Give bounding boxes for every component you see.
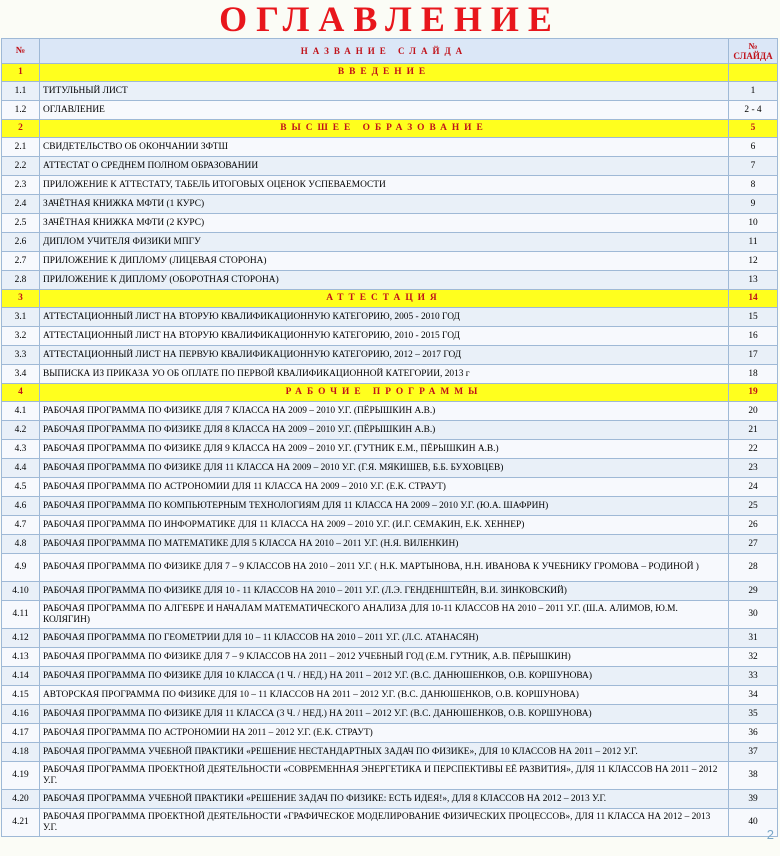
row-slide-number: 36 [729,724,778,743]
row-slide-number: 30 [729,601,778,629]
row-slide-number: 20 [729,402,778,421]
table-row [2,809,778,837]
row-slide-number: 29 [729,582,778,601]
row-title: ПРИЛОЖЕНИЕ К АТТЕСТАТУ, ТАБЕЛЬ ИТОГОВЫХ ОЦЕНОК УСПЕВАЕМОСТИ [40,176,729,195]
table-row [2,138,778,157]
row-number: 4.8 [2,535,40,554]
header-page: № СЛАЙДА [729,39,778,64]
table-row [2,176,778,195]
row-slide-number: 6 [729,138,778,157]
table-row [2,743,778,762]
row-slide-number: 25 [729,497,778,516]
contents-table [1,38,778,837]
row-number: 2.8 [2,271,40,290]
row-number: 4.21 [2,809,40,837]
row-number: 4.15 [2,686,40,705]
row-number: 3.2 [2,327,40,346]
table-row [2,252,778,271]
row-title: РАБОЧАЯ ПРОГРАММА ПО ФИЗИКЕ ДЛЯ 11 КЛАССА (3 Ч. / НЕД.) НА 2011 – 2012 У.Г. (В.С. ДАНЮШЕНКОВ, О.В. КОРШУНОВА) [40,705,729,724]
row-title: СВИДЕТЕЛЬСТВО ОБ ОКОНЧАНИИ ЗФТШ [40,138,729,157]
row-title: РАБОЧАЯ ПРОГРАММА ПРОЕКТНОЙ ДЕЯТЕЛЬНОСТИ «ГРАФИЧЕСКОЕ МОДЕЛИРОВАНИЕ ФИЗИЧЕСКИХ ПРОЦЕССОВ», ДЛЯ 11 КЛАССА НА 2012 – 2013 У.Г. [40,809,729,837]
row-number: 2.5 [2,214,40,233]
row-title: РАБОЧАЯ ПРОГРАММА ПО ГЕОМЕТРИИ ДЛЯ 10 – 11 КЛАССОВ НА 2010 – 2011 У.Г. (Л.С. АТАНАСЯН) [40,629,729,648]
row-slide-number: 22 [729,440,778,459]
table-row [2,82,778,101]
row-title: АТТЕСТАТ О СРЕДНЕМ ПОЛНОМ ОБРАЗОВАНИИ [40,157,729,176]
row-title: РАБОЧАЯ ПРОГРАММА ПО ФИЗИКЕ ДЛЯ 7 – 9 КЛАССОВ НА 2010 – 2011 У.Г. ( Н.К. МАРТЫНОВА, Н.Н. ИВАНОВА К УЧЕБНИКУ ГРОМОВА – РОДИНОЙ ) [40,554,729,582]
row-slide-number: 9 [729,195,778,214]
row-slide-number: 33 [729,667,778,686]
table-row [2,157,778,176]
table-row [2,762,778,790]
row-number: 3.3 [2,346,40,365]
table-row [2,601,778,629]
row-number: 3.4 [2,365,40,384]
table-row [2,346,778,365]
row-title: РАБОЧАЯ ПРОГРАММА ПО АСТРОНОМИИ ДЛЯ 11 КЛАССА НА 2009 – 2010 У.Г. (Е.К. СТРАУТ) [40,478,729,497]
table-header [2,39,778,64]
row-title: РАБОЧАЯ ПРОГРАММА ПО ИНФОРМАТИКЕ ДЛЯ 11 КЛАССА НА 2009 – 2010 У.Г. (И.Г. СЕМАКИН, Е.К. ХЕННЕР) [40,516,729,535]
section-row [2,384,778,402]
row-slide-number: 40 [729,809,778,837]
table-row [2,101,778,120]
row-title: ВЫПИСКА ИЗ ПРИКАЗА УО ОБ ОПЛАТЕ ПО ПЕРВОЙ КВАЛИФИКАЦИОННОЙ КАТЕГОРИИ, 2013 г [40,365,729,384]
row-slide-number: 5 [729,120,778,138]
row-slide-number: 37 [729,743,778,762]
row-title: АТТЕСТАЦИОННЫЙ ЛИСТ НА ВТОРУЮ КВАЛИФИКАЦИОННУЮ КАТЕГОРИЮ, 2005 - 2010 ГОД [40,308,729,327]
table-row [2,233,778,252]
table-row [2,497,778,516]
slide-number: 2 [766,827,774,842]
row-number: 4.11 [2,601,40,629]
row-title: РАБОЧАЯ ПРОГРАММА ПО МАТЕМАТИКЕ ДЛЯ 5 КЛАССА НА 2010 – 2011 У.Г. (Н.Я. ВИЛЕНКИН) [40,535,729,554]
table-row [2,629,778,648]
row-title: ПРИЛОЖЕНИЕ К ДИПЛОМУ (ОБОРОТНАЯ СТОРОНА) [40,271,729,290]
row-slide-number: 1 [729,82,778,101]
row-slide-number [729,64,778,82]
row-slide-number: 26 [729,516,778,535]
header-num: № [2,39,40,64]
row-number: 3.1 [2,308,40,327]
table-row [2,440,778,459]
row-number: 4.6 [2,497,40,516]
row-number: 2 [2,120,40,138]
row-slide-number: 31 [729,629,778,648]
table-row [2,402,778,421]
row-slide-number: 39 [729,790,778,809]
row-slide-number: 10 [729,214,778,233]
row-number: 2.7 [2,252,40,271]
table-row [2,516,778,535]
section-row [2,120,778,138]
row-number: 1.2 [2,101,40,120]
row-slide-number: 27 [729,535,778,554]
row-title: АТТЕСТАЦИЯ [40,290,729,308]
row-number: 2.1 [2,138,40,157]
row-title: РАБОЧАЯ ПРОГРАММА ПО ФИЗИКЕ ДЛЯ 7 – 9 КЛАССОВ НА 2011 – 2012 УЧЕБНЫЙ ГОД (Е.М. ГУТНИК, А.В. ПЁРЫШКИН) [40,648,729,667]
row-title: РАБОЧАЯ ПРОГРАММА ПРОЕКТНОЙ ДЕЯТЕЛЬНОСТИ «СОВРЕМЕННАЯ ЭНЕРГЕТИКА И ПЕРСПЕКТИВЫ ЕЁ РАЗВИТИЯ», ДЛЯ 11 КЛАССОВ НА 2011 – 2012 У.Г. [40,762,729,790]
table-row [2,554,778,582]
row-slide-number: 15 [729,308,778,327]
table-row [2,790,778,809]
row-slide-number: 19 [729,384,778,402]
table-row [2,724,778,743]
row-title: ОГЛАВЛЕНИЕ [40,101,729,120]
row-title: РАБОЧАЯ ПРОГРАММА ПО ФИЗИКЕ ДЛЯ 10 КЛАССА (1 Ч. / НЕД.) НА 2011 – 2012 У.Г. (В.С. ДАНЮШЕНКОВ, О.В. КОРШУНОВА) [40,667,729,686]
row-slide-number: 23 [729,459,778,478]
row-slide-number: 21 [729,421,778,440]
row-slide-number: 12 [729,252,778,271]
row-slide-number: 13 [729,271,778,290]
row-title: РАБОЧАЯ ПРОГРАММА ПО КОМПЬЮТЕРНЫМ ТЕХНОЛОГИЯМ ДЛЯ 11 КЛАССА НА 2009 – 2010 У.Г. (Ю.А. ШАФРИН) [40,497,729,516]
table-row [2,705,778,724]
row-slide-number: 17 [729,346,778,365]
row-number: 1.1 [2,82,40,101]
row-number: 4.9 [2,554,40,582]
row-title: ТИТУЛЬНЫЙ ЛИСТ [40,82,729,101]
row-title: ВЫСШЕЕ ОБРАЗОВАНИЕ [40,120,729,138]
row-title: РАБОЧАЯ ПРОГРАММА ПО ФИЗИКЕ ДЛЯ 7 КЛАССА НА 2009 – 2010 У.Г. (ПЁРЫШКИН А.В.) [40,402,729,421]
row-number: 4.12 [2,629,40,648]
row-title: АТТЕСТАЦИОННЫЙ ЛИСТ НА ВТОРУЮ КВАЛИФИКАЦИОННУЮ КАТЕГОРИЮ, 2010 - 2015 ГОД [40,327,729,346]
row-title: ДИПЛОМ УЧИТЕЛЯ ФИЗИКИ МПГУ [40,233,729,252]
row-number: 2.4 [2,195,40,214]
table-row [2,478,778,497]
row-slide-number: 28 [729,554,778,582]
section-row [2,290,778,308]
row-slide-number: 11 [729,233,778,252]
row-number: 1 [2,64,40,82]
section-row [2,64,778,82]
row-title: ЗАЧЁТНАЯ КНИЖКА МФТИ (2 КУРС) [40,214,729,233]
row-title: РАБОЧАЯ ПРОГРАММА ПО ФИЗИКЕ ДЛЯ 8 КЛАССА НА 2009 – 2010 У.Г. (ПЁРЫШКИН А.В.) [40,421,729,440]
row-number: 2.2 [2,157,40,176]
row-slide-number: 18 [729,365,778,384]
row-title: РАБОЧАЯ ПРОГРАММА УЧЕБНОЙ ПРАКТИКИ «РЕШЕНИЕ ЗАДАЧ ПО ФИЗИКЕ: ЕСТЬ ИДЕЯ!», ДЛЯ 8 КЛАССОВ НА 2012 – 2013 У.Г. [40,790,729,809]
row-number: 2.3 [2,176,40,195]
row-title: ЗАЧЁТНАЯ КНИЖКА МФТИ (1 КУРС) [40,195,729,214]
row-number: 4.19 [2,762,40,790]
row-title: АВТОРСКАЯ ПРОГРАММА ПО ФИЗИКЕ ДЛЯ 10 – 11 КЛАССОВ НА 2011 – 2012 У.Г. (В.С. ДАНЮШЕНКОВ, О.В. КОРШУНОВА) [40,686,729,705]
row-number: 4.16 [2,705,40,724]
table-row [2,214,778,233]
row-title: РАБОЧАЯ ПРОГРАММА ПО АЛГЕБРЕ И НАЧАЛАМ МАТЕМАТИЧЕСКОГО АНАЛИЗА ДЛЯ 10-11 КЛАССОВ НА 2010 – 2011 У.Г. (Ш.А. АЛИМОВ, Ю.М. КОЛЯГИН) [40,601,729,629]
row-title: ПРИЛОЖЕНИЕ К ДИПЛОМУ (ЛИЦЕВАЯ СТОРОНА) [40,252,729,271]
row-title: РАБОЧАЯ ПРОГРАММА УЧЕБНОЙ ПРАКТИКИ «РЕШЕНИЕ НЕСТАНДАРТНЫХ ЗАДАЧ ПО ФИЗИКЕ», ДЛЯ 10 КЛАССОВ НА 2011 – 2012 У.Г. [40,743,729,762]
row-number: 3 [2,290,40,308]
table-row [2,195,778,214]
row-number: 2.6 [2,233,40,252]
table-row [2,271,778,290]
row-number: 4.7 [2,516,40,535]
row-number: 4.5 [2,478,40,497]
row-title: РАБОЧИЕ ПРОГРАММЫ [40,384,729,402]
table-row [2,582,778,601]
row-title: ВВЕДЕНИЕ [40,64,729,82]
row-number: 4.20 [2,790,40,809]
row-slide-number: 16 [729,327,778,346]
table-row [2,535,778,554]
row-number: 4.13 [2,648,40,667]
row-number: 4.2 [2,421,40,440]
table-row [2,686,778,705]
row-slide-number: 2 - 4 [729,101,778,120]
table-row [2,365,778,384]
table-row [2,327,778,346]
row-number: 4.10 [2,582,40,601]
table-row [2,648,778,667]
row-title: РАБОЧАЯ ПРОГРАММА ПО ФИЗИКЕ ДЛЯ 10 - 11 КЛАССОВ НА 2010 – 2011 У.Г. (Л.Э. ГЕНДЕНШТЕЙН, В.И. ЗИНКОВСКИЙ) [40,582,729,601]
page-title: ОГЛАВЛЕНИЕ [219,0,561,39]
row-title: АТТЕСТАЦИОННЫЙ ЛИСТ НА ПЕРВУЮ КВАЛИФИКАЦИОННУЮ КАТЕГОРИЮ, 2012 – 2017 ГОД [40,346,729,365]
table-row [2,421,778,440]
row-slide-number: 32 [729,648,778,667]
row-slide-number: 8 [729,176,778,195]
row-number: 4.17 [2,724,40,743]
row-slide-number: 24 [729,478,778,497]
table-row [2,667,778,686]
row-title: РАБОЧАЯ ПРОГРАММА ПО ФИЗИКЕ ДЛЯ 11 КЛАССА НА 2009 – 2010 У.Г. (Г.Я. МЯКИШЕВ, Б.Б. БУХОВЦЕВ) [40,459,729,478]
row-slide-number: 34 [729,686,778,705]
table-row [2,308,778,327]
row-number: 4.1 [2,402,40,421]
row-number: 4.14 [2,667,40,686]
row-slide-number: 7 [729,157,778,176]
header-name: НАЗВАНИЕ СЛАЙДА [40,39,729,64]
row-slide-number: 38 [729,762,778,790]
row-slide-number: 35 [729,705,778,724]
row-number: 4.18 [2,743,40,762]
row-number: 4.4 [2,459,40,478]
row-slide-number: 14 [729,290,778,308]
row-number: 4 [2,384,40,402]
table-row [2,459,778,478]
row-number: 4.3 [2,440,40,459]
row-title: РАБОЧАЯ ПРОГРАММА ПО АСТРОНОМИИ НА 2011 – 2012 У.Г. (Е.К. СТРАУТ) [40,724,729,743]
row-title: РАБОЧАЯ ПРОГРАММА ПО ФИЗИКЕ ДЛЯ 9 КЛАССА НА 2009 – 2010 У.Г. (ГУТНИК Е.М., ПЁРЫШКИН А.В.) [40,440,729,459]
